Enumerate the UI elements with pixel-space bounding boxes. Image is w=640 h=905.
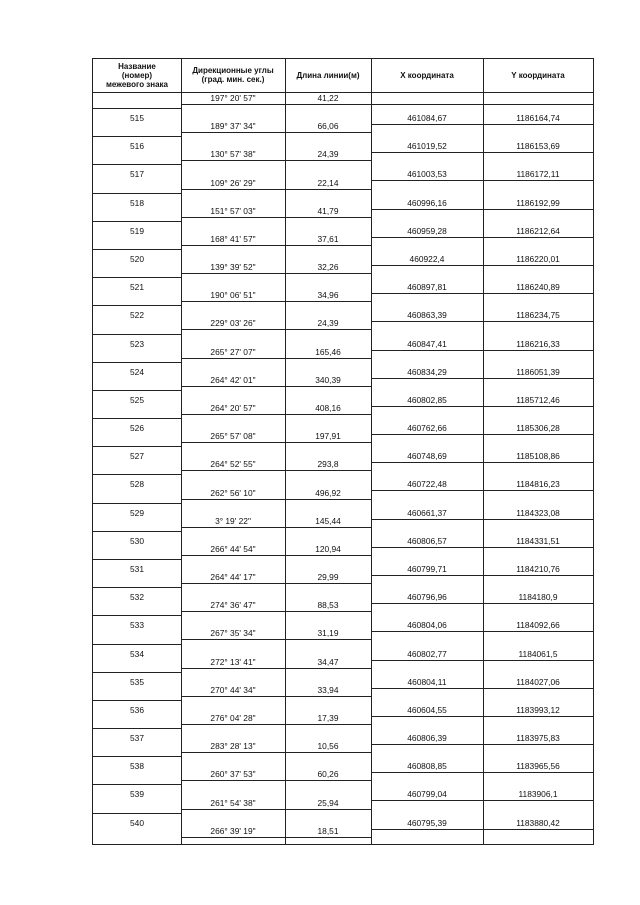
marker-name-cell: 531 xyxy=(130,563,144,574)
marker-name-cell: 515 xyxy=(130,113,144,124)
x-coordinate-cell: 460959,28 xyxy=(407,225,447,236)
marker-name-cell: 538 xyxy=(130,761,144,772)
y-coordinate-cell: 1185108,86 xyxy=(516,451,560,462)
line-length-cell: 31,19 xyxy=(317,628,339,639)
x-coordinate-cell: 461003,53 xyxy=(407,169,447,180)
y-coordinate-cell: 1183880,42 xyxy=(516,817,560,828)
row-rule xyxy=(181,724,371,725)
row-rule xyxy=(93,446,181,447)
line-length-cell: 34,47 xyxy=(317,656,339,667)
marker-name-cell: 533 xyxy=(130,620,144,631)
y-coordinate-cell: 1185712,46 xyxy=(516,394,560,405)
marker-name-cell: 532 xyxy=(130,592,144,603)
row-rule xyxy=(371,688,593,689)
row-rule xyxy=(93,728,181,729)
row-rule xyxy=(93,164,181,165)
directional-angle-cell: 265° 27' 07" xyxy=(210,346,256,357)
marker-name-cell: 535 xyxy=(130,676,144,687)
directional-angle-cell: 270° 44' 34" xyxy=(210,684,256,695)
directional-angle-cell: 264° 52' 55" xyxy=(210,459,256,470)
x-coordinate-cell: 460748,69 xyxy=(407,451,447,462)
header-x-coordinate: X координата xyxy=(400,70,454,80)
directional-angle-cell: 264° 42' 01" xyxy=(210,374,256,385)
row-rule xyxy=(181,414,371,415)
row-rule xyxy=(93,559,181,560)
directional-angle-cell: 264° 44' 17" xyxy=(210,572,256,583)
row-rule xyxy=(93,756,181,757)
marker-name-cell: 523 xyxy=(130,338,144,349)
row-rule xyxy=(181,273,371,274)
marker-name-cell: 536 xyxy=(130,704,144,715)
x-coordinate-cell: 460863,39 xyxy=(407,310,447,321)
directional-angle-cell: 274° 36' 47" xyxy=(210,600,256,611)
marker-name-cell: 516 xyxy=(130,141,144,152)
marker-name-cell: 517 xyxy=(130,169,144,180)
line-length-cell: 32,26 xyxy=(317,262,339,273)
row-rule xyxy=(181,329,371,330)
y-coordinate-cell: 1184210,76 xyxy=(516,563,560,574)
row-rule xyxy=(181,386,371,387)
x-coordinate-cell: 460799,71 xyxy=(407,563,447,574)
line-length-cell: 24,39 xyxy=(317,318,339,329)
row-rule xyxy=(93,813,181,814)
directional-angle-cell: 283° 28' 13" xyxy=(210,741,256,752)
row-rule xyxy=(181,470,371,471)
y-coordinate-cell: 1186240,89 xyxy=(516,282,560,293)
y-coordinate-cell: 1186212,64 xyxy=(516,225,560,236)
marker-name-cell: 534 xyxy=(130,648,144,659)
row-rule xyxy=(93,644,181,645)
row-rule xyxy=(181,752,371,753)
row-rule xyxy=(181,527,371,528)
row-rule xyxy=(93,221,181,222)
x-coordinate-cell: 460661,37 xyxy=(407,507,447,518)
row-rule xyxy=(93,587,181,588)
x-coordinate-cell: 460806,39 xyxy=(407,733,447,744)
directional-angle-cell: 267° 35' 34" xyxy=(210,628,256,639)
x-coordinate-cell: 460996,16 xyxy=(407,197,447,208)
row-rule xyxy=(371,350,593,351)
y-coordinate-cell: 1184331,51 xyxy=(516,535,560,546)
y-coordinate-cell: 1186153,69 xyxy=(516,141,560,152)
y-coordinate-cell: 1186172,11 xyxy=(516,169,560,180)
row-rule xyxy=(371,547,593,548)
line-length-cell: 25,94 xyxy=(317,797,339,808)
x-coordinate-cell: 460804,11 xyxy=(407,676,447,687)
row-rule xyxy=(93,700,181,701)
row-rule xyxy=(371,660,593,661)
row-rule xyxy=(181,639,371,640)
row-rule xyxy=(181,809,371,810)
line-length-cell: 496,92 xyxy=(315,487,341,498)
row-rule xyxy=(93,277,181,278)
row-rule xyxy=(93,474,181,475)
row-rule xyxy=(371,772,593,773)
line-length-cell: 165,46 xyxy=(315,346,341,357)
line-length-cell: 66,06 xyxy=(317,121,339,132)
x-coordinate-cell: 460847,41 xyxy=(407,338,447,349)
coordinates-table xyxy=(92,58,594,845)
marker-name-cell: 518 xyxy=(130,197,144,208)
row-rule xyxy=(371,378,593,379)
row-rule xyxy=(93,58,593,59)
row-rule xyxy=(93,249,181,250)
row-rule xyxy=(371,180,593,181)
marker-name-cell: 524 xyxy=(130,366,144,377)
x-coordinate-cell: 460897,81 xyxy=(407,282,447,293)
x-coordinate-cell: 460922,4 xyxy=(409,253,445,264)
y-coordinate-cell: 1184092,66 xyxy=(516,620,560,631)
y-coordinate-cell: 1184027,06 xyxy=(516,676,560,687)
line-length-cell: 24,39 xyxy=(317,149,339,160)
y-coordinate-cell: 1186216,33 xyxy=(516,338,560,349)
directional-angle-cell: 197° 20' 57" xyxy=(210,93,256,103)
marker-name-cell: 539 xyxy=(130,789,144,800)
row-rule xyxy=(93,136,181,137)
x-coordinate-cell: 460796,96 xyxy=(407,592,447,603)
x-coordinate-cell: 460804,06 xyxy=(407,620,447,631)
directional-angle-cell: 261° 54' 38" xyxy=(210,797,256,808)
row-rule xyxy=(371,406,593,407)
row-rule xyxy=(181,499,371,500)
x-coordinate-cell: 460722,48 xyxy=(407,479,447,490)
line-length-cell: 145,44 xyxy=(315,515,341,526)
line-length-cell: 197,91 xyxy=(315,431,341,442)
marker-name-cell: 525 xyxy=(130,394,144,405)
directional-angle-cell: 3° 19' 22" xyxy=(215,515,251,526)
row-rule xyxy=(181,696,371,697)
line-length-cell: 17,39 xyxy=(317,712,339,723)
y-coordinate-cell: 1186192,99 xyxy=(516,197,560,208)
row-rule xyxy=(371,209,593,210)
row-rule xyxy=(93,672,181,673)
row-rule xyxy=(371,462,593,463)
row-rule xyxy=(371,104,593,105)
header-directional-angle: Дирекционные углы (град. мин. сек.) xyxy=(192,66,274,84)
row-rule xyxy=(371,519,593,520)
row-rule xyxy=(371,152,593,153)
y-coordinate-cell: 1186220,01 xyxy=(516,253,560,264)
x-coordinate-cell: 460799,04 xyxy=(407,789,447,800)
x-coordinate-cell: 461084,67 xyxy=(407,113,447,124)
directional-angle-cell: 266° 39' 19" xyxy=(210,825,256,836)
marker-name-cell: 522 xyxy=(130,310,144,321)
directional-angle-cell: 189° 37' 34" xyxy=(210,121,256,132)
row-rule xyxy=(181,668,371,669)
row-rule xyxy=(181,611,371,612)
line-length-cell: 18,51 xyxy=(317,825,339,836)
line-length-cell: 29,99 xyxy=(317,572,339,583)
line-length-cell: 120,94 xyxy=(315,543,341,554)
line-length-cell: 22,14 xyxy=(317,177,339,188)
row-rule xyxy=(93,615,181,616)
row-rule xyxy=(371,237,593,238)
marker-name-cell: 528 xyxy=(130,479,144,490)
line-length-cell: 408,16 xyxy=(315,402,341,413)
marker-name-cell: 526 xyxy=(130,423,144,434)
header-marker-name: Название (номер) межевого знака xyxy=(105,61,169,89)
row-rule xyxy=(93,362,181,363)
marker-name-cell: 527 xyxy=(130,451,144,462)
directional-angle-cell: 265° 57' 08" xyxy=(210,431,256,442)
y-coordinate-cell: 1184323,08 xyxy=(516,507,560,518)
row-rule xyxy=(371,603,593,604)
row-rule xyxy=(371,575,593,576)
directional-angle-cell: 264° 20' 57" xyxy=(210,402,256,413)
x-coordinate-cell: 460802,77 xyxy=(407,648,447,659)
line-length-cell: 33,94 xyxy=(317,684,339,695)
y-coordinate-cell: 1184180,9 xyxy=(518,592,558,603)
header-y-coordinate: Y координата xyxy=(511,70,565,80)
y-coordinate-cell: 1186164,74 xyxy=(516,113,560,124)
line-length-cell: 34,96 xyxy=(317,290,339,301)
directional-angle-cell: 276° 04' 28" xyxy=(210,712,256,723)
marker-name-cell: 521 xyxy=(130,282,144,293)
row-rule xyxy=(371,631,593,632)
marker-name-cell: 537 xyxy=(130,733,144,744)
x-coordinate-cell: 461019,52 xyxy=(407,141,447,152)
line-length-cell: 37,61 xyxy=(317,233,339,244)
line-length-cell: 293,8 xyxy=(317,459,339,470)
directional-angle-cell: 168° 41' 57" xyxy=(210,233,256,244)
row-rule xyxy=(371,265,593,266)
y-coordinate-cell: 1185306,28 xyxy=(516,423,560,434)
x-coordinate-cell: 460604,55 xyxy=(407,704,447,715)
line-length-cell: 10,56 xyxy=(317,741,339,752)
row-rule xyxy=(181,245,371,246)
y-coordinate-cell: 1186051,39 xyxy=(516,366,560,377)
x-coordinate-cell: 460808,85 xyxy=(407,761,447,772)
row-rule xyxy=(93,531,181,532)
row-rule xyxy=(371,490,593,491)
row-rule xyxy=(181,555,371,556)
row-rule xyxy=(93,305,181,306)
row-rule xyxy=(181,189,371,190)
row-rule xyxy=(371,321,593,322)
row-rule xyxy=(371,829,593,830)
row-rule xyxy=(371,124,593,125)
row-rule xyxy=(93,503,181,504)
row-rule xyxy=(181,132,371,133)
line-length-cell: 41,22 xyxy=(317,93,339,103)
row-rule xyxy=(93,784,181,785)
y-coordinate-cell: 1184061,5 xyxy=(518,648,558,659)
y-coordinate-cell: 1183965,56 xyxy=(516,761,560,772)
line-length-cell: 88,53 xyxy=(317,600,339,611)
row-rule xyxy=(181,358,371,359)
row-rule xyxy=(371,293,593,294)
x-coordinate-cell: 460834,29 xyxy=(407,366,447,377)
x-coordinate-cell: 460762,66 xyxy=(407,423,447,434)
row-rule xyxy=(181,104,371,105)
directional-angle-cell: 266° 44' 54" xyxy=(210,543,256,554)
row-rule xyxy=(181,217,371,218)
marker-name-cell: 519 xyxy=(130,225,144,236)
row-rule xyxy=(181,583,371,584)
y-coordinate-cell: 1183993,12 xyxy=(516,704,560,715)
row-rule xyxy=(93,193,181,194)
directional-angle-cell: 130° 57' 38" xyxy=(210,149,256,160)
directional-angle-cell: 229° 03' 26" xyxy=(210,318,256,329)
marker-name-cell: 530 xyxy=(130,535,144,546)
row-rule xyxy=(181,301,371,302)
row-rule xyxy=(93,390,181,391)
x-coordinate-cell: 460806,57 xyxy=(407,535,447,546)
marker-name-cell: 520 xyxy=(130,253,144,264)
row-rule xyxy=(93,108,181,109)
row-rule xyxy=(181,837,371,838)
row-rule xyxy=(93,334,181,335)
directional-angle-cell: 272° 13' 41" xyxy=(210,656,256,667)
row-rule xyxy=(181,442,371,443)
row-rule xyxy=(371,716,593,717)
marker-name-cell: 529 xyxy=(130,507,144,518)
line-length-cell: 340,39 xyxy=(315,374,341,385)
line-length-cell: 60,26 xyxy=(317,769,339,780)
header-line-length: Длина линии(м) xyxy=(296,70,360,80)
directional-angle-cell: 260° 37' 53" xyxy=(210,769,256,780)
directional-angle-cell: 262° 56' 10" xyxy=(210,487,256,498)
row-rule xyxy=(181,780,371,781)
directional-angle-cell: 139° 39' 52" xyxy=(210,262,256,273)
x-coordinate-cell: 460795,39 xyxy=(407,817,447,828)
row-rule xyxy=(371,744,593,745)
row-rule xyxy=(371,434,593,435)
directional-angle-cell: 109° 26' 29" xyxy=(210,177,256,188)
row-rule xyxy=(93,418,181,419)
row-rule xyxy=(181,160,371,161)
marker-name-cell: 540 xyxy=(130,817,144,828)
y-coordinate-cell: 1183975,83 xyxy=(516,733,560,744)
directional-angle-cell: 151° 57' 03" xyxy=(210,205,256,216)
x-coordinate-cell: 460802,85 xyxy=(407,394,447,405)
y-coordinate-cell: 1184816,23 xyxy=(516,479,560,490)
line-length-cell: 41,79 xyxy=(317,205,339,216)
y-coordinate-cell: 1183906,1 xyxy=(518,789,558,800)
row-rule xyxy=(371,800,593,801)
y-coordinate-cell: 1186234,75 xyxy=(516,310,560,321)
directional-angle-cell: 190° 06' 51" xyxy=(210,290,256,301)
